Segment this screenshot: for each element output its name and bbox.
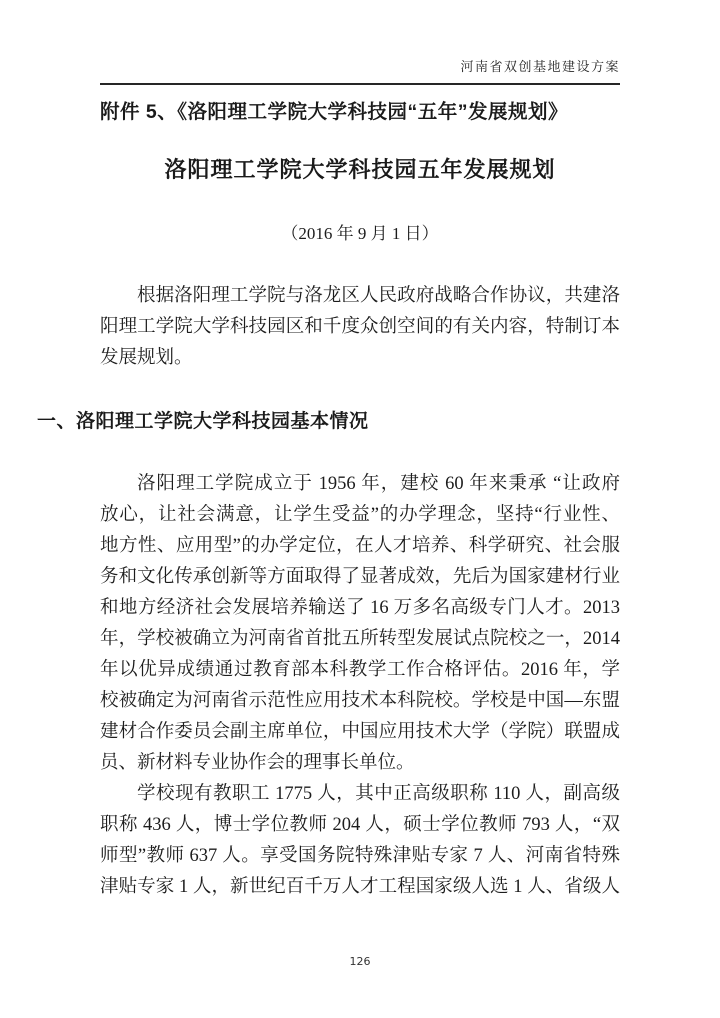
body-line: 学校现有教职工 1775 人，其中正高级职称 110 人，副高级 — [137, 784, 620, 804]
body-line: 员、新材料专业协作会的理事长单位。 — [100, 753, 415, 773]
body-line: 发展规划。 — [100, 348, 193, 368]
body-line: 根据洛阳理工学院与洛龙区人民政府战略合作协议，共建洛 — [137, 286, 620, 306]
body-line: 建材合作委员会副主席单位，中国应用技术大学（学院）联盟成 — [100, 722, 620, 742]
body-line: 津贴专家 1 人，新世纪百千万人才工程国家级人选 1 人、省级人 — [100, 877, 620, 897]
attachment-heading: 附件 5、《洛阳理工学院大学科技园“五年”发展规划》 — [100, 101, 569, 123]
body-line: 地方性、应用型”的办学定位，在人才培养、科学研究、社会服 — [100, 536, 620, 556]
body-line: 职称 436 人，博士学位教师 204 人，硕士学位教师 793 人，“双 — [100, 815, 620, 835]
date-line: （2016 年 9 月 1 日） — [281, 224, 439, 243]
body-line: 务和文化传承创新等方面取得了显著成效，先后为国家建材行业 — [100, 567, 620, 587]
body-line: 年以优异成绩通过教育部本科教学工作合格评估。2016 年，学 — [100, 660, 620, 680]
body-line: 和地方经济社会发展培养输送了 16 万多名高级专门人才。2013 — [100, 598, 620, 618]
page-header — [0, 0, 720, 85]
intro-paragraph — [0, 281, 720, 374]
body-line: 阳理工学院大学科技园区和千度众创空间的有关内容，特制订本 — [100, 317, 620, 337]
document-title: 洛阳理工学院大学科技园五年发展规划 — [164, 157, 556, 182]
body-line: 校被确定为河南省示范性应用技术本科院校。学校是中国—东盟 — [100, 691, 620, 711]
page-number: 126 — [349, 955, 371, 968]
section-1-heading: 一、洛阳理工学院大学科技园基本情况 — [37, 411, 369, 432]
section-1-paragraph-2 — [0, 779, 720, 903]
section-1-paragraph-1 — [0, 469, 720, 779]
body-line: 洛阳理工学院成立于 1956 年，建校 60 年来秉承 “让政府 — [137, 474, 620, 494]
body-line: 年，学校被确立为河南省首批五所转型发展试点院校之一，2014 — [100, 629, 620, 649]
body-line: 师型”教师 637 人。享受国务院特殊津贴专家 7 人、河南省特殊 — [100, 846, 620, 866]
header-title: 河南省双创基地建设方案 — [460, 59, 620, 74]
body-line: 放心，让社会满意，让学生受益”的办学理念，坚持“行业性、 — [100, 505, 620, 525]
header-divider — [100, 83, 620, 85]
